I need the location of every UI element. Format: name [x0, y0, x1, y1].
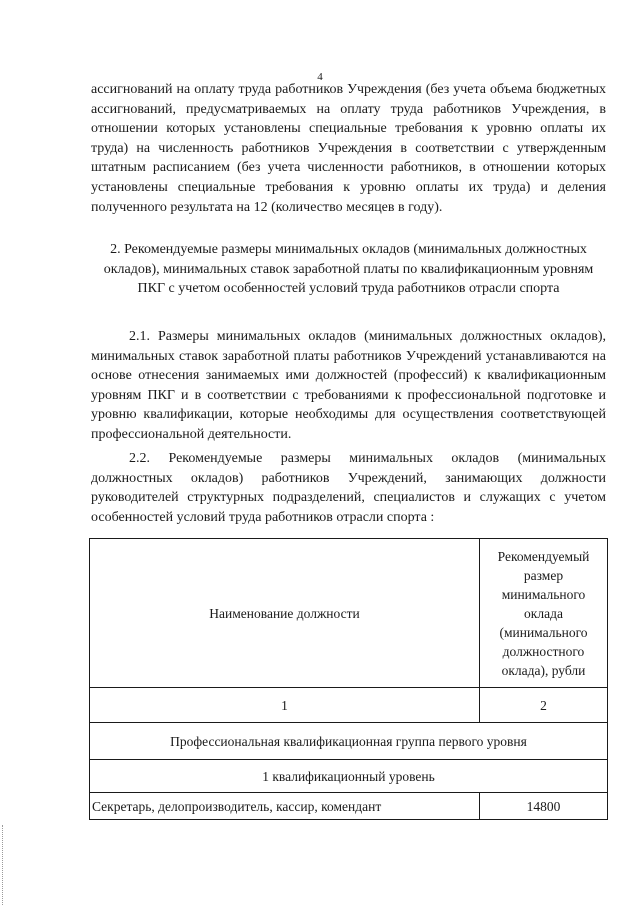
salary-value-cell: 14800: [480, 793, 608, 820]
column-number-2: 2: [480, 688, 608, 723]
salary-table: [89, 538, 608, 820]
paragraph-2-2: 2.2. Рекомендуемые размеры минимальных окладов (минимальных должностных окладов) работников Учреждений, занимающих должности руководителей структурных подразделений, специалистов и служащих с учетом особенностей условий труда работников отрасли спорта :: [91, 451, 606, 525]
binding-edge-marks: [2, 825, 9, 905]
section-heading: 2. Рекомендуемые размеры минимальных окладов (минимальных должностных окладов), минимальных ставок заработной платы по квалификационным уровням ПКГ с учетом особенностей условий труда работников отрасли спорта: [103, 242, 594, 297]
table-row: [90, 793, 608, 820]
table-level-row: [90, 760, 608, 793]
page-number: 4: [317, 71, 323, 83]
intro-paragraph: ассигнований на оплату труда работников Учреждения (без учета объема бюджетных ассигнований, предусматриваемых на оплату труда работников Учреждения, в отношении которых установлены специальные требования к уровню оплаты их труда) на численность работников Учреждения в соответствии с утвержденным штатным расписанием (без учета численности работников, в отношении которых установлены специальные требования к уровню оплаты их труда) и деления полученного результата на 12 (количество месяцев в году).: [91, 82, 606, 215]
qualification-group-title: Профессиональная квалификационная группа первого уровня: [90, 723, 608, 760]
qualification-level-title: 1 квалификационный уровень: [90, 760, 608, 793]
table-header-row: [90, 539, 608, 688]
paragraph-2-1: 2.1. Размеры минимальных окладов (минимальных должностных окладов), минимальных ставок заработной платы работников Учреждений устанавливаются на основе отнесения занимаемых ими должностей (профессий) к квалификационным уровням ПКГ и в соответствии с требованиями к профессиональной подготовке и уровню квалификации, которые необходимы для осуществления соответствующей профессиональной деятельности.: [91, 329, 606, 442]
table-group-row: [90, 723, 608, 760]
column-number-1: 1: [90, 688, 480, 723]
header-recommended-salary: Рекомендуемый размер минимального оклада (минимального должностного оклада), рубли: [480, 539, 608, 688]
position-name-cell: Секретарь, делопроизводитель, кассир, комендант: [90, 793, 480, 820]
table-column-numbers-row: [90, 688, 608, 723]
header-position-name: Наименование должности: [90, 539, 480, 688]
